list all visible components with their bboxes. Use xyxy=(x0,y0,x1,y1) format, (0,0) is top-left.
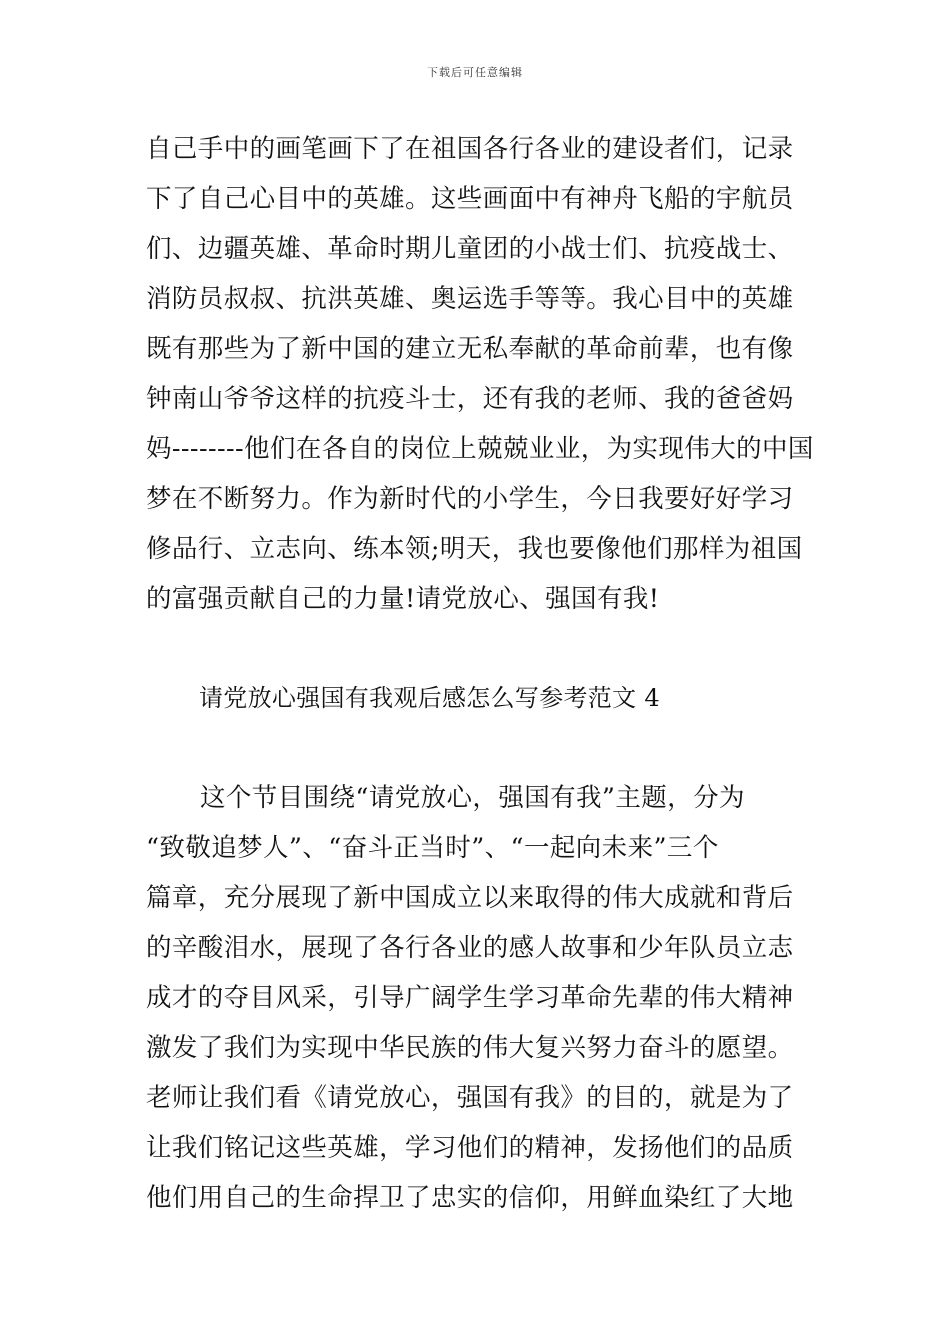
text-line: 梦在不断努力。作为新时代的小学生，今日我要好好学习 xyxy=(146,484,794,514)
text-line: 的辛酸泪水，展现了各行各业的感人故事和少年队员立志 xyxy=(146,933,794,963)
text-line: 篇章，充分展现了新中国成立以来取得的伟大成就和背后 xyxy=(146,883,794,913)
text-line: 自己手中的画笔画下了在祖国各行各业的建设者们，记录 xyxy=(146,134,794,164)
section-heading: 请党放心强国有我观后感怎么写参考范文 4 xyxy=(199,684,660,712)
text-line: 激发了我们为实现中华民族的伟大复兴努力奋斗的愿望。 xyxy=(146,1033,794,1063)
text-line: 下了自己心目中的英雄。这些画面中有神舟飞船的宇航员 xyxy=(146,184,794,214)
text-line: 既有那些为了新中国的建立无私奉献的革命前辈，也有像 xyxy=(146,334,794,364)
text-line: 们、边疆英雄、革命时期儿童团的小战士们、抗疫战士、 xyxy=(146,234,794,264)
text-line: 妈--------他们在各自的岗位上兢兢业业，为实现伟大的中国 xyxy=(146,434,814,464)
text-line: 让我们铭记这些英雄，学习他们的精神，发扬他们的品质 xyxy=(146,1133,794,1163)
page-header: 下载后可任意编辑 xyxy=(427,66,523,79)
text-line: 钟南山爷爷这样的抗疫斗士，还有我的老师、我的爸爸妈 xyxy=(146,384,794,414)
text-line: 老师让我们看《请党放心，强国有我》的目的，就是为了 xyxy=(146,1083,794,1113)
text-line: 他们用自己的生命捍卫了忠实的信仰，用鲜血染红了大地 xyxy=(146,1183,794,1213)
text-line: 修品行、立志向、练本领;明天，我也要像他们那样为祖国 xyxy=(146,534,803,564)
paragraph-continued xyxy=(146,124,814,624)
text-line: 消防员叔叔、抗洪英雄、奥运选手等等。我心目中的英雄 xyxy=(146,284,794,314)
text-line: 的富强贡献自己的力量!请党放心、强国有我! xyxy=(146,584,660,614)
paragraph-essay xyxy=(146,773,811,1223)
text-line-first: 这个节目围绕“请党放心，强国有我”主题，分为 xyxy=(200,783,745,813)
text-line: “致敬追梦人”、“奋斗正当时”、“一起向未来”三个 xyxy=(146,833,719,863)
text-line: 成才的夺目风采，引导广阔学生学习革命先辈的伟大精神 xyxy=(146,983,794,1013)
